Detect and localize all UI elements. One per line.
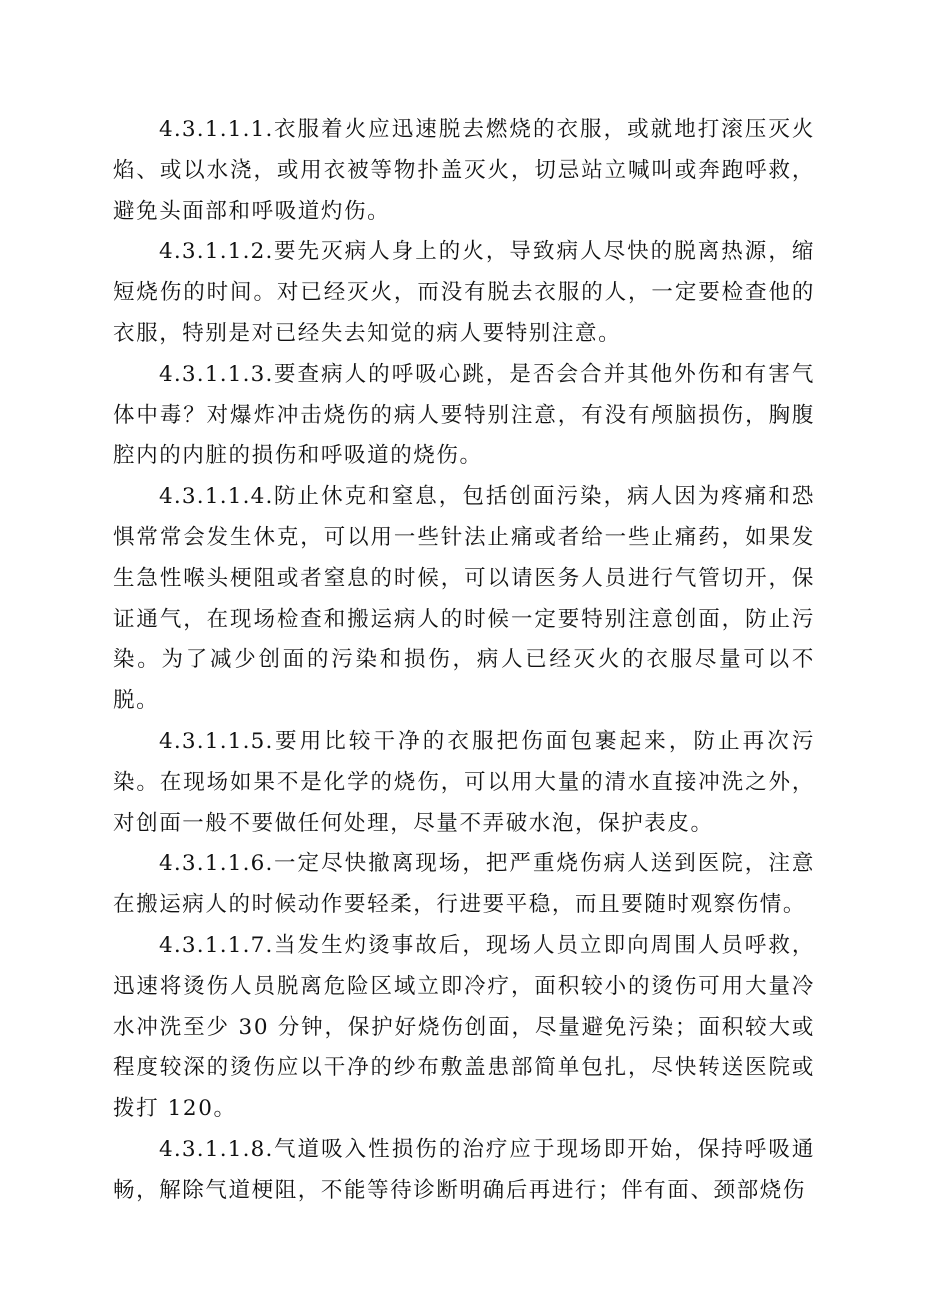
paragraph-number: 4.3.1.1.7.	[159, 932, 274, 958]
paragraph-4-3-1-1-1	[113, 110, 815, 232]
paragraph-text: 当发生灼烫事故后，现场人员立即向周围人员呼救，迅速将烫伤人员脱离危险区域立即冷疗，面积较小的烫伤可用大量冷水冲洗至少 30 分钟，保护好烧伤创面，尽量避免污染；面积较大或程度较深的烫伤应以干净的纱布敷盖患部简单包扎，尽快转送医院或拨打 120。	[113, 932, 815, 1122]
paragraph-number: 4.3.1.1.3.	[159, 361, 274, 387]
paragraph-text: 要查病人的呼吸心跳，是否会合并其他外伤和有害气体中毒？对爆炸冲击烧伤的病人要特别注意，有没有颅脑损伤，胸腹腔内的内脏的损伤和呼吸道的烧伤。	[113, 361, 815, 469]
document-body	[113, 110, 815, 1212]
paragraph-number: 4.3.1.1.1.	[159, 117, 274, 142]
paragraph-number: 4.3.1.1.4.	[159, 484, 274, 510]
paragraph-text: 要先灭病人身上的火，导致病人尽快的脱离热源，缩短烧伤的时间。对已经灭火，而没有脱去衣服的人，一定要检查他的衣服，特别是对已经失去知觉的病人要特别注意。	[113, 239, 815, 346]
paragraph-text: 防止休克和窒息，包括创面污染，病人因为疼痛和恐惧常常会发生休克，可以用一些针法止痛或者给一些止痛药，如果发生急性喉头梗阻或者窒息的时候，可以请医务人员进行气管切开，保证通气，在现场检查和搬运病人的时候一定要特别注意创面，防止污染。为了减少创面的污染和损伤，病人已经灭火的衣服尽量可以不脱。	[113, 484, 815, 714]
paragraph-number: 4.3.1.1.6.	[159, 851, 274, 877]
paragraph-4-3-1-1-3	[113, 355, 815, 477]
paragraph-4-3-1-1-7	[113, 926, 815, 1130]
paragraph-number: 4.3.1.1.2.	[159, 239, 274, 265]
paragraph-text: 要用比较干净的衣服把伤面包裹起来，防止再次污染。在现场如果不是化学的烧伤，可以用大量的清水直接冲洗之外，对创面一般不要做任何处理，尽量不弄破水泡，保护表皮。	[113, 728, 815, 836]
paragraph-4-3-1-1-6	[113, 844, 815, 926]
paragraph-text: 一定尽快撤离现场，把严重烧伤病人送到医院，注意在搬运病人的时候动作要轻柔，行进要平稳，而且要随时观察伤情。	[113, 851, 815, 918]
paragraph-4-3-1-1-8	[113, 1130, 815, 1212]
paragraph-number: 4.3.1.1.8.	[159, 1136, 274, 1162]
paragraph-4-3-1-1-2	[113, 232, 815, 354]
paragraph-number: 4.3.1.1.5.	[159, 728, 274, 754]
paragraph-4-3-1-1-4	[113, 477, 815, 722]
paragraph-text: 气道吸入性损伤的治疗应于现场即开始，保持呼吸通畅，解除气道梗阻，不能等待诊断明确后再进行；伴有面、颈部烧伤	[113, 1136, 815, 1203]
paragraph-text: 衣服着火应迅速脱去燃烧的衣服，或就地打滚压灭火焰、或以水浇，或用衣被等物扑盖灭火，切忌站立喊叫或奔跑呼救，避免头面部和呼吸道灼伤。	[113, 117, 815, 224]
paragraph-4-3-1-1-5	[113, 722, 815, 844]
